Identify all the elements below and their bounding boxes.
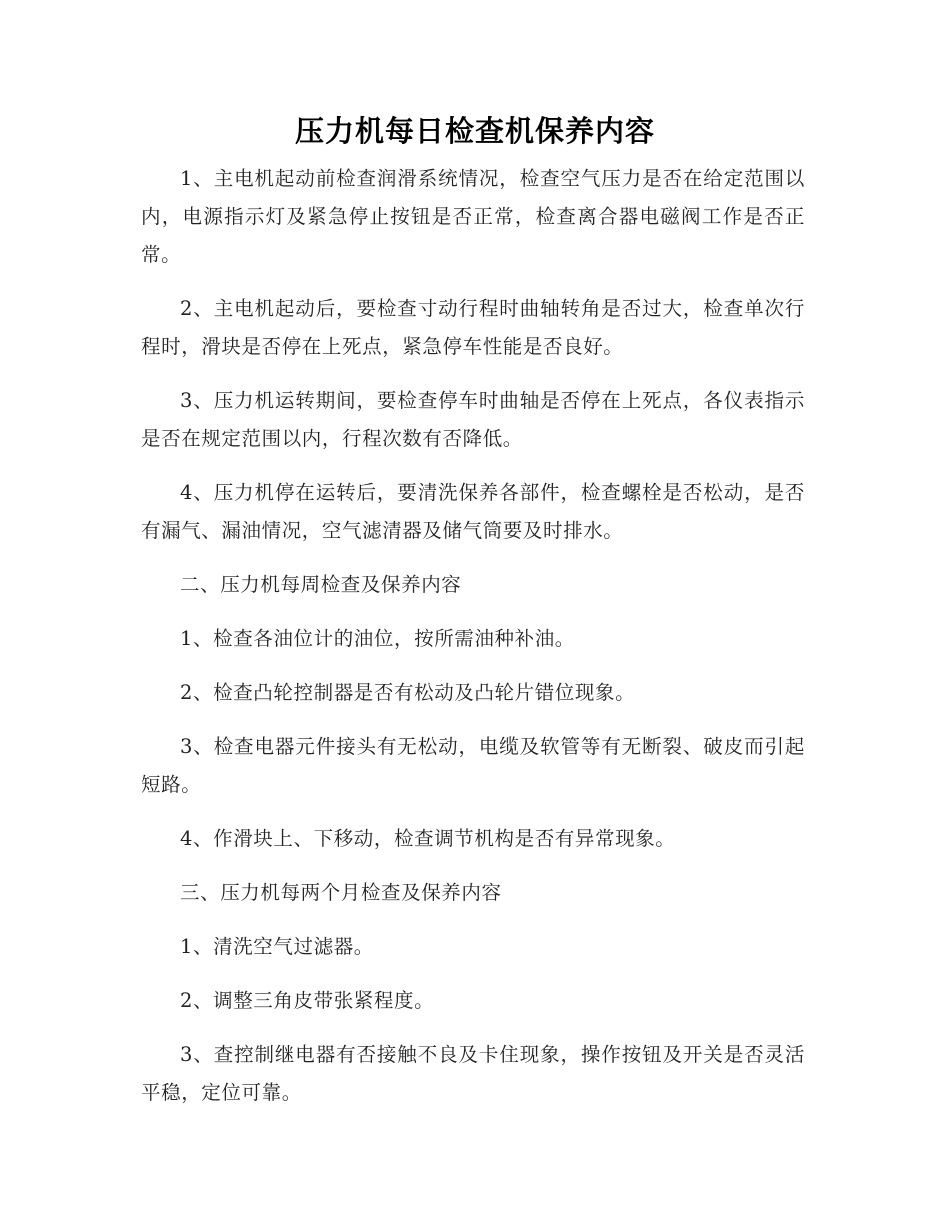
section-heading-bimonthly: 三、压力机每两个月检查及保养内容 bbox=[180, 881, 502, 904]
document-body bbox=[141, 160, 805, 1128]
paragraph-daily-3: 3、压力机运转期间，要检查停车时曲轴是否停在上死点，各仪表指示是否在规定范围以内，行程次数有否降低。 bbox=[141, 389, 805, 450]
paragraph-daily-2: 2、主电机起动后，要检查寸动行程时曲轴转角是否过大，检查单次行程时，滑块是否停在上死点，紧急停车性能是否良好。 bbox=[141, 297, 805, 358]
paragraph-daily-1: 1、主电机起动前检查润滑系统情况，检查空气压力是否在给定范围以内，电源指示灯及紧急停止按钮是否正常，检查离合器电磁阀工作是否正常。 bbox=[141, 167, 805, 266]
paragraph-weekly-2: 2、检查凸轮控制器是否有松动及凸轮片错位现象。 bbox=[180, 681, 636, 704]
section-heading-weekly: 二、压力机每周检查及保养内容 bbox=[180, 573, 462, 596]
paragraph-weekly-1: 1、检查各油位计的油位，按所需油种补油。 bbox=[180, 627, 575, 650]
page-title: 压力机每日检查机保养内容 bbox=[294, 114, 655, 148]
paragraph-bimonthly-1: 1、清洗空气过滤器。 bbox=[180, 935, 374, 958]
paragraph-weekly-4: 4、作滑块上、下移动，检查调节机构是否有异常现象。 bbox=[180, 827, 676, 850]
paragraph-weekly-3: 3、检查电器元件接头有无松动，电缆及软管等有无断裂、破皮而引起短路。 bbox=[141, 735, 805, 796]
paragraph-bimonthly-3: 3、查控制继电器有否接触不良及卡住现象，操作按钮及开关是否灵活平稳，定位可靠。 bbox=[141, 1043, 805, 1104]
paragraph-daily-4: 4、压力机停在运转后，要清洗保养各部件，检查螺栓是否松动，是否有漏气、漏油情况，空气滤清器及储气筒要及时排水。 bbox=[141, 481, 805, 542]
paragraph-bimonthly-2: 2、调整三角皮带张紧程度。 bbox=[180, 989, 435, 1012]
